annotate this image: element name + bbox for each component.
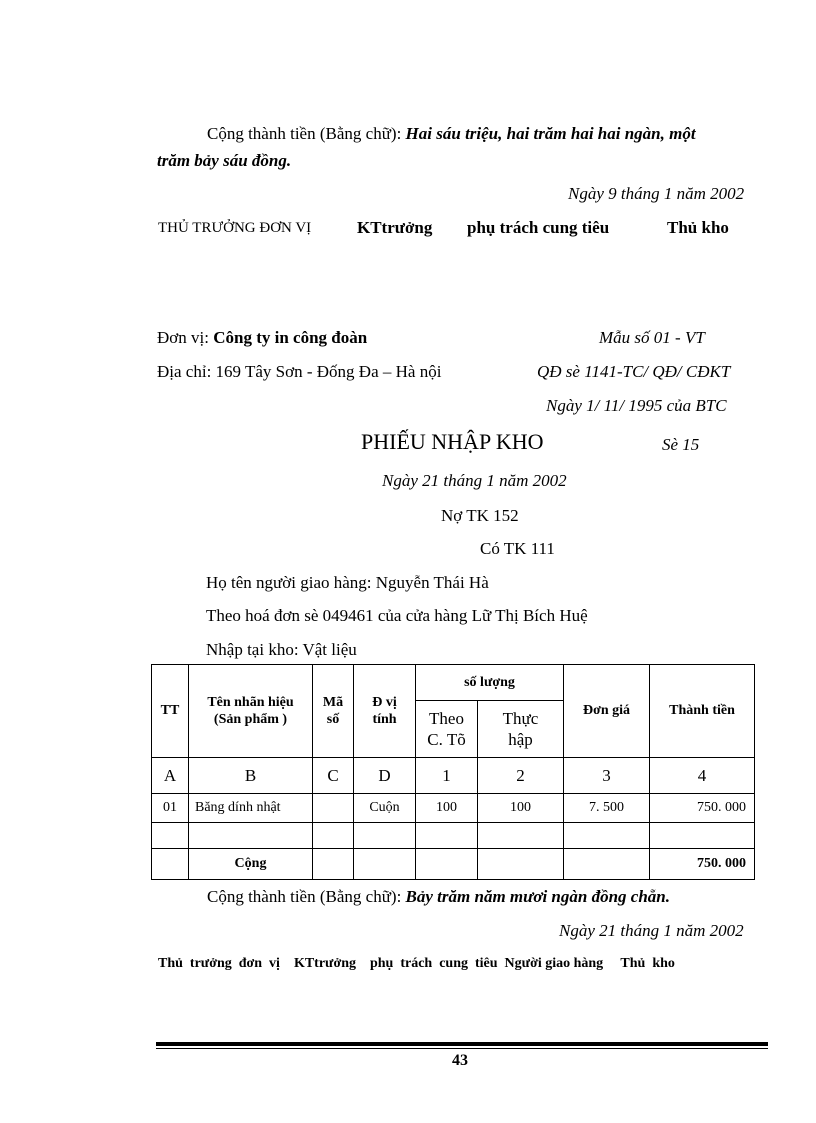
total-in-words-value: Hai sáu triệu, hai trăm hai hai ngàn, một — [405, 124, 696, 143]
total-in-words-label: Cộng thành tiền (Bằng chữ): — [207, 887, 406, 906]
header-code-line2: số — [326, 712, 340, 727]
goods-table — [151, 664, 755, 880]
row-qty-doc: 100 — [416, 794, 478, 823]
total-in-words-top — [207, 124, 696, 144]
slip-date: Ngày 21 tháng 1 năm 2002 — [382, 471, 567, 490]
form-number: Mẫu số 01 - VT — [599, 328, 705, 347]
top-date: Ngày 9 tháng 1 năm 2002 — [568, 184, 745, 203]
table-code-row — [152, 758, 755, 794]
code-cell: B — [189, 758, 313, 794]
address-value: 169 Tây Sơn - Đống Đa – Hà nội — [215, 362, 442, 381]
row-name: Băng dính nhật — [189, 794, 313, 823]
table-row — [152, 794, 755, 823]
unit-line — [157, 328, 367, 348]
total-in-words-label: Cộng thành tiền (Bằng chữ): — [207, 124, 406, 143]
header-code-line1: Mã — [322, 694, 344, 710]
row-qty-actual: 100 — [478, 794, 564, 823]
footer-signature-row: Thủ trưởng đơn vị KTtrưởng phụ trách cung tiêu Người giao hàng Thủ kho — [158, 956, 675, 971]
header-quantity: số lượng — [416, 665, 564, 701]
header-unit-line1: Đ vị — [372, 694, 397, 710]
row-amount: 750. 000 — [650, 794, 755, 823]
header-qty-doc-line2: C. Tõ — [427, 730, 466, 749]
header-amount: Thành tiền — [650, 665, 755, 758]
row-price: 7. 500 — [564, 794, 650, 823]
invoice-line: Theo hoá đơn sè 049461 của cửa hàng Lữ Thị Bích Huệ — [206, 606, 588, 625]
footer-rule-thick — [156, 1042, 768, 1046]
header-name — [189, 665, 313, 758]
code-cell: 2 — [478, 758, 564, 794]
header-qty-doc-line1: Theo — [429, 708, 464, 728]
debit-account: Nợ TK 152 — [441, 506, 519, 525]
sig-supply-manager: phụ trách cung tiêu — [467, 218, 610, 237]
header-unit-line2: tính — [372, 712, 397, 727]
slip-title: PHIẾU NHẬP KHO — [361, 429, 544, 454]
footer-date: Ngày 21 tháng 1 năm 2002 — [559, 921, 744, 940]
top-signature-row — [158, 218, 768, 240]
sig-chief-accountant: KTtrưởng — [357, 218, 433, 237]
decision-date: Ngày 1/ 11/ 1995 của BTC — [546, 396, 727, 415]
header-qty-actual — [478, 701, 564, 758]
sig-head-of-unit: THỦ TRƯỞNG ĐƠN VỊ — [158, 220, 312, 236]
decision-number: QĐ sè 1141-TC/ QĐ/ CĐKT — [537, 362, 731, 381]
row-code — [313, 794, 354, 823]
warehouse-line: Nhập tại kho: Vật liệu — [206, 640, 357, 659]
slip-number: Sè 15 — [662, 435, 700, 454]
credit-account: Có TK 111 — [480, 539, 555, 558]
unit-label: Đơn vị: — [157, 328, 214, 347]
code-cell: A — [152, 758, 189, 794]
unit-value: Công ty in công đoàn — [213, 328, 368, 347]
code-cell: 3 — [564, 758, 650, 794]
code-cell: C — [313, 758, 354, 794]
header-name-line2: (Sản phẩm ) — [213, 712, 288, 727]
total-in-words-value: Bảy trăm năm mươi ngàn đồng chẵn. — [405, 887, 670, 906]
code-cell: 4 — [650, 758, 755, 794]
header-tt: TT — [152, 665, 189, 758]
sig-storekeeper: Thủ kho — [667, 218, 729, 237]
total-label: Cộng — [189, 849, 313, 880]
header-name-line1: Tên nhãn hiệu — [207, 694, 294, 710]
row-unit: Cuộn — [354, 794, 416, 823]
table-total-row — [152, 849, 755, 880]
code-cell: D — [354, 758, 416, 794]
header-qty-actual-line1: Thực — [502, 708, 539, 728]
total-in-words-continuation: trăm bảy sáu đồng. — [157, 151, 292, 170]
header-qty-actual-line2: hập — [508, 730, 533, 749]
total-amount: 750. 000 — [650, 849, 755, 880]
footer-rule-thin — [156, 1048, 768, 1049]
address-label: Địa chỉ: — [157, 362, 216, 381]
page-number: 43 — [452, 1052, 468, 1069]
row-tt: 01 — [152, 794, 189, 823]
address-line — [157, 362, 441, 382]
header-qty-doc — [416, 701, 478, 758]
code-cell: 1 — [416, 758, 478, 794]
total-in-words-bottom — [207, 887, 670, 907]
header-unit — [354, 665, 416, 758]
header-price: Đơn giá — [564, 665, 650, 758]
table-row-empty — [152, 823, 755, 849]
table-header-row-1 — [152, 665, 755, 701]
header-code — [313, 665, 354, 758]
deliverer-line: Họ tên người giao hàng: Nguyễn Thái Hà — [206, 573, 489, 592]
